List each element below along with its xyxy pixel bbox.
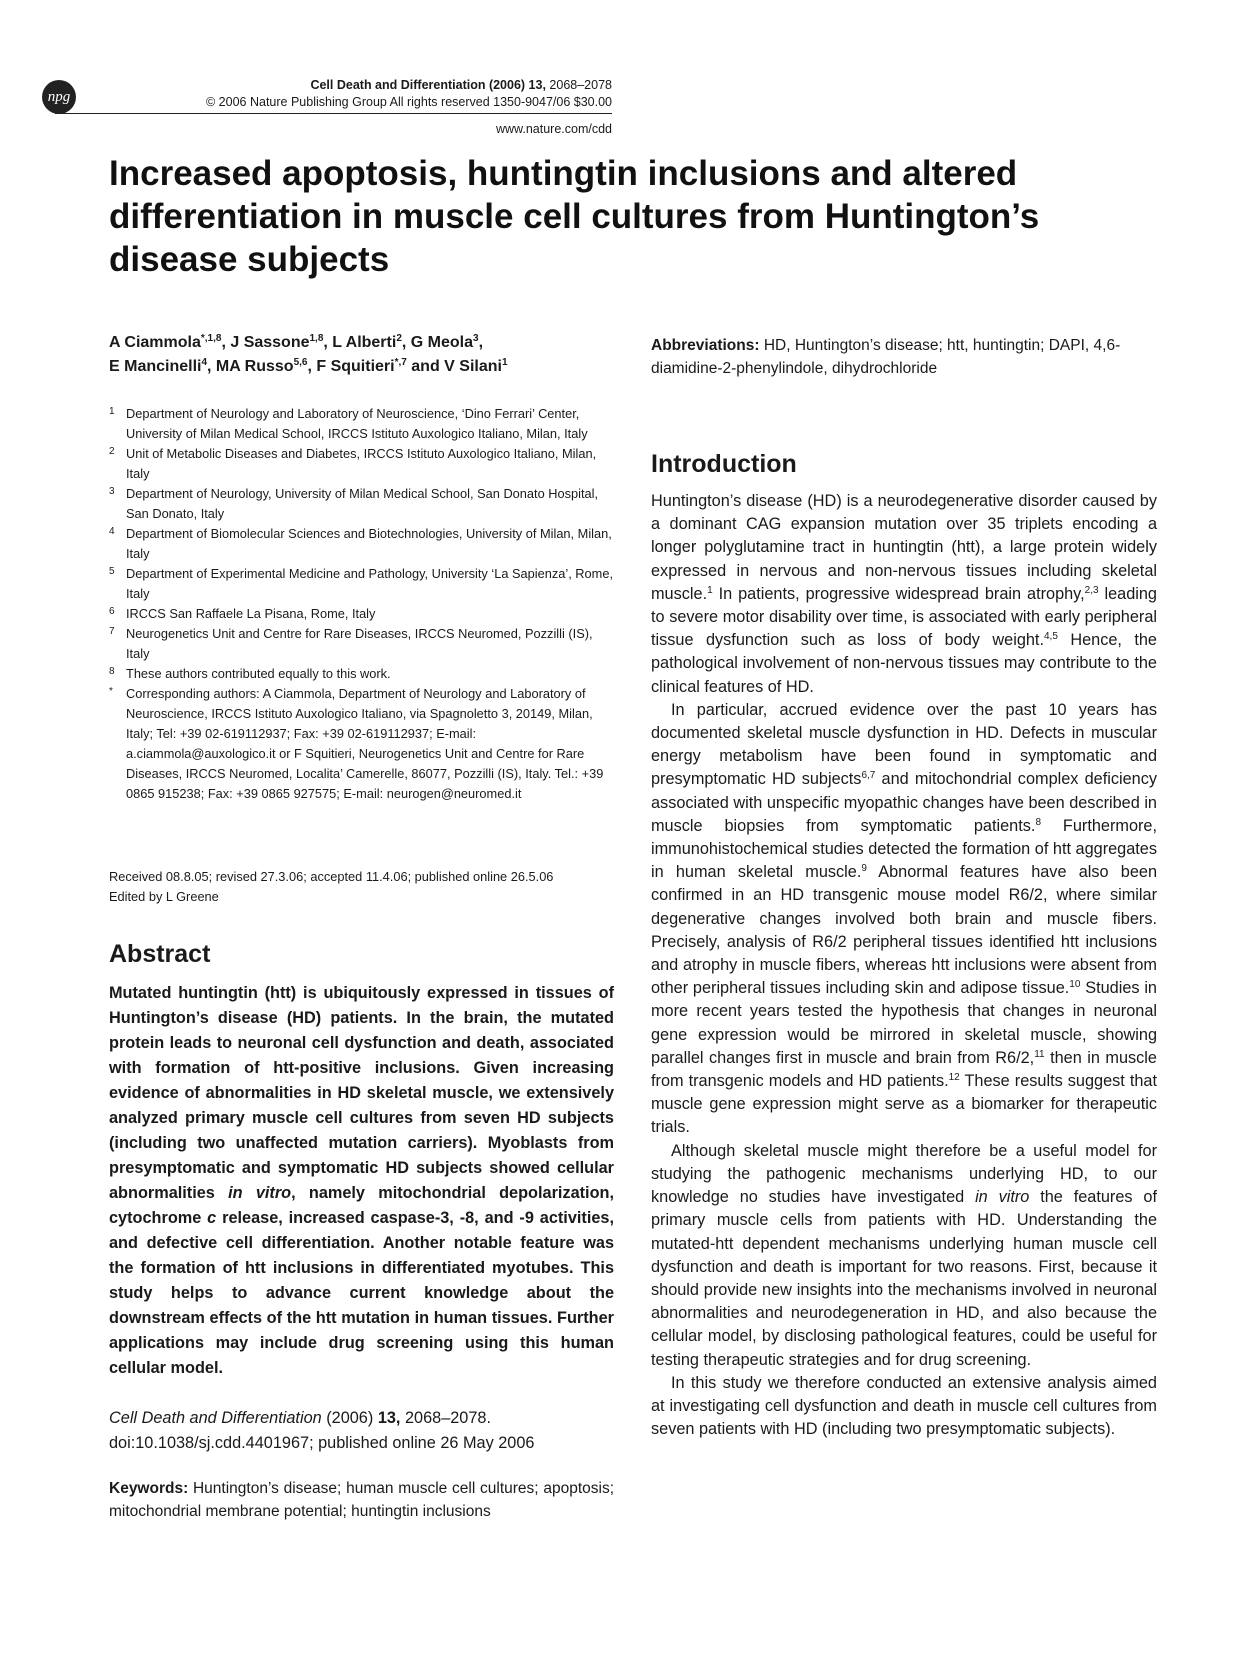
affiliation-number: 2 <box>109 446 115 457</box>
journal-name: Cell Death and Differentiation (2006) 13, <box>310 78 546 92</box>
text-run: then in muscle from transgenic models and HD patients. <box>651 1048 1157 1091</box>
text-run: In this study we therefore conducted an extensive analysis aimed at investigating cell dysfunction and death in muscle cell cultures from seven patients with HD (including two presymptomatic subjects). <box>651 1373 1157 1439</box>
affiliation-text: Neurogenetics Unit and Centre for Rare Diseases, IRCCS Neuromed, Pozzilli (IS), Italy <box>126 626 593 661</box>
abstract-heading: Abstract <box>109 940 211 968</box>
citation-year: (2006) <box>321 1409 378 1427</box>
citation-ref: 6,7 <box>861 770 876 782</box>
affiliation-number: * <box>109 686 113 697</box>
text-run: Furthermore, immunohistochemical studies detected the formation of htt aggregates in human skeletal muscle. <box>651 816 1158 882</box>
citation-ref: 9 <box>861 863 867 875</box>
affiliation-item <box>109 604 619 624</box>
author-affil-marker: 2 <box>396 333 402 344</box>
affiliation-item <box>109 624 619 664</box>
citation-volume: 13, <box>377 1409 401 1427</box>
affiliation-number: 7 <box>109 626 115 637</box>
affiliation-item <box>109 564 619 604</box>
affiliation-number: 3 <box>109 486 115 497</box>
keywords <box>109 1477 614 1523</box>
abstract-part: , namely mitochondrial depolarization, cytochrome <box>109 1184 614 1227</box>
abbreviations-label: Abbreviations: <box>651 337 760 354</box>
citation-pages: 2068–2078. <box>400 1409 491 1427</box>
text-run: Studies in more recent years tested the hypothesis that changes in neuronal gene expression would be mirrored in skeletal muscle, showing parallel changes first in muscle and brain from R6/2, <box>651 979 1157 1067</box>
keywords-label: Keywords: <box>109 1480 189 1497</box>
citation-ref: 4,5 <box>1043 631 1058 643</box>
introduction-body <box>651 490 1157 1441</box>
affiliation-text: Corresponding authors: A Ciammola, Department of Neurology and Laboratory of Neuroscience, IRCCS Istituto Auxologico Italiano, via Spagnoletto 3, 20149, Milan, Italy; Tel: +39 02-619112937; Fax: +39 02-619112937; E-mail: a.ciammola@auxologico.it or F Squitieri, Neurogenetics Unit and Centre for Rare Diseases, IRCCS Neuromed, Localita’ Camerelle, 86077, Pozzilli (IS), Italy. Tel.: +39 0865 915238; Fax: +39 0865 927575; E-mail: neurogen@neuromed.it <box>126 686 604 801</box>
corresponding-author-note <box>109 684 619 804</box>
author-name: A Ciammola <box>109 334 201 351</box>
author-name: , J Sassone <box>221 334 310 351</box>
article-dates <box>109 867 619 907</box>
citation-journal: Cell Death and Differentiation <box>109 1409 322 1427</box>
affiliation-text: IRCCS San Raffaele La Pisana, Rome, Italy <box>126 606 376 621</box>
affiliation-number: 1 <box>109 406 115 417</box>
journal-citation-header <box>310 76 612 94</box>
affiliation-item <box>109 524 619 564</box>
text-run: Abnormal features have also been confirmed in an HD transgenic mouse model R6/2, where similar degenerative changes involved both brain and muscle fibers. Precisely, analysis of R6/2 peripheral tissues identified htt inclusions and atrophy in muscle fibers, whereas htt inclusions were absent from other peripheral tissues including skin and adipose tissue. <box>651 863 1158 998</box>
affiliation-text: Department of Neurology and Laboratory of Neuroscience, ‘Dino Ferrari’ Center, University of Milan Medical School, IRCCS Istituto Auxologico Italiano, Milan, Italy <box>126 406 588 441</box>
citation-doi: doi:10.1038/sj.cdd.4401967; published online 26 May 2006 <box>109 1434 535 1452</box>
text-run: Although skeletal muscle might therefore be a useful model for studying the pathogenic mechanisms underlying HD, to our knowledge no studies have investigated <box>651 1141 1157 1207</box>
journal-pages: 2068–2078 <box>549 78 612 92</box>
affiliation-item <box>109 444 619 484</box>
author-list: A Ciammola$^{*,1,8}$, J Sassone$^{1,8}$, L Alberti$^2$, G Meola$^3$, E Mancinelli$^4$, MA Russo$^{5,6}$, F Squitieri$^{*,7}$ and V Silani$^1$ <box>109 333 508 375</box>
affiliation-text: Unit of Metabolic Diseases and Diabetes, IRCCS Istituto Auxologico Italiano, Milan, Italy <box>126 446 597 481</box>
abstract-emphasis: in vitro <box>228 1184 292 1202</box>
paragraph <box>651 1372 1157 1442</box>
abstract-text <box>109 981 614 1381</box>
affiliation-text: Department of Neurology, University of Milan Medical School, San Donato Hospital, San Donato, Italy <box>126 486 599 521</box>
abbreviations <box>651 334 1156 380</box>
citation-ref: 2,3 <box>1084 584 1099 596</box>
header-divider <box>55 113 612 114</box>
text-run: In particular, accrued evidence over the past 10 years has documented skeletal muscle dysfunction in HD. Defects in muscular energy metabolism have been found in symptomatic and presymptomatic HD subjects <box>651 700 1157 789</box>
introduction-heading: Introduction <box>651 450 797 478</box>
text-run: and mitochondrial complex deficiency associated with unspecific myopathic changes have been described in muscle biopsies from symptomatic patients. <box>651 770 1157 835</box>
paragraph <box>651 699 1157 1140</box>
author-affil-marker: *,7 <box>394 357 407 368</box>
abstract-emphasis: c <box>207 1209 217 1227</box>
affiliation-number: 8 <box>109 666 115 677</box>
affiliation-number: 4 <box>109 526 115 537</box>
author-name: , L Alberti <box>323 334 397 351</box>
affiliation-item <box>109 664 619 684</box>
citation-ref: 8 <box>1035 816 1041 828</box>
author-name: , MA Russo <box>207 358 294 375</box>
citation-ref: 12 <box>948 1072 960 1084</box>
affiliation-item <box>109 404 619 444</box>
author-affil-marker: 1 <box>501 357 508 368</box>
paragraph <box>651 490 1157 699</box>
affiliation-list <box>109 404 619 804</box>
affiliation-text: These authors contributed equally to this work. <box>126 666 391 681</box>
affiliation-item <box>109 484 619 524</box>
author-name: E Mancinelli <box>109 358 202 375</box>
abstract-citation <box>109 1406 619 1456</box>
author-affil-marker: 4 <box>201 357 208 368</box>
text-run: Hence, the pathological involvement of non-nervous tissues may contribute to the clinical features of HD. <box>651 631 1157 696</box>
text-run: In patients, progressive widespread brain atrophy, <box>712 584 1085 603</box>
citation-ref: 1 <box>707 584 713 596</box>
keywords-text: Huntington’s disease; human muscle cell cultures; apoptosis; mitochondrial membrane potential; huntingtin inclusions <box>109 1480 614 1520</box>
journal-url: www.nature.com/cdd <box>495 122 612 136</box>
citation-ref: 10 <box>1069 979 1081 991</box>
affiliation-number: 6 <box>109 606 115 617</box>
npg-logo: npg <box>42 80 76 114</box>
author-affil-marker: 1,8 <box>309 333 324 344</box>
author-affil-marker: 3 <box>473 333 479 344</box>
affiliation-text: Department of Experimental Medicine and Pathology, University ‘La Sapienza’, Rome, Italy <box>126 566 614 601</box>
abstract-part: release, increased caspase-3, -8, and -9 activities, and defective cell differentiation. Another notable feature was the formation of htt inclusions in differentiated myotubes. This study helps to advance current knowledge about the downstream effects of the htt mutation in human tissues. Further applications may include drug screening using this human cellular model. <box>109 1209 614 1377</box>
citation-ref: 11 <box>1034 1048 1045 1060</box>
text-emphasis: in vitro <box>975 1188 1030 1207</box>
author-affil-marker: *,1,8 <box>200 333 222 344</box>
author-name: , G Meola <box>401 334 473 351</box>
abbreviations-text: HD, Huntington’s disease; htt, huntingtin; DAPI, 4,6-diamidine-2-phenylindole, dihydrochloride <box>651 337 1121 377</box>
text-run: the features of primary muscle cells from patients with HD. Understanding the mutated-htt dependent mechanisms underlying human muscle cell dysfunction and death is important for two reasons. First, because it should provide new insights into the mechanisms involved in neuronal abnormalities and neurodegeneration in HD, and also because the cellular model, by disclosing pathological features, could be useful for testing therapeutic strategies and for drug screening. <box>651 1188 1157 1369</box>
affiliation-text: Department of Biomolecular Sciences and Biotechnologies, University of Milan, Milan, Italy <box>126 526 612 561</box>
author-name: and V Silani <box>406 358 502 375</box>
paragraph <box>651 1140 1157 1372</box>
edited-by: Edited by L Greene <box>109 889 219 904</box>
affiliation-number: 5 <box>109 566 115 577</box>
text-run: Huntington’s disease (HD) is a neurodegenerative disorder caused by a dominant CAG expansion mutation over 35 triplets encoding a longer polyglutamine tract in huntingtin (htt), a large protein widely expressed in nervous and non-nervous tissues including skeletal muscle. <box>651 492 1157 603</box>
received-dates: Received 08.8.05; revised 27.3.06; accepted 11.4.06; published online 26.5.06 <box>109 869 554 884</box>
copyright-line: © 2006 Nature Publishing Group All rights reserved 1350-9047/06 $30.00 <box>206 95 612 109</box>
abstract-part: Mutated huntingtin (htt) is ubiquitously expressed in tissues of Huntington’s disease (HD) patients. In the brain, the mutated protein leads to neuronal cell dysfunction and death, associated with formation of htt-positive inclusions. Given increasing evidence of abnormalities in HD skeletal muscle, we extensively analyzed primary muscle cell cultures from seven HD subjects (including two unaffected mutation carriers). Myoblasts from presymptomatic and symptomatic HD subjects showed cellular abnormalities <box>109 984 614 1202</box>
author-name: , F Squitieri <box>307 358 395 375</box>
text-run: leading to severe motor disability over time, is associated with early peripheral tissue dysfunction such as loss of body weight. <box>651 584 1157 650</box>
author-affil-marker: 5,6 <box>293 357 308 368</box>
article-title: Increased apoptosis, huntingtin inclusions and altered differentiation in muscle cell cultures from Huntington’s disease subjects <box>109 154 1040 279</box>
text-run: These results suggest that muscle gene expression might serve as a biomarker for therapeutic trials. <box>651 1072 1157 1137</box>
